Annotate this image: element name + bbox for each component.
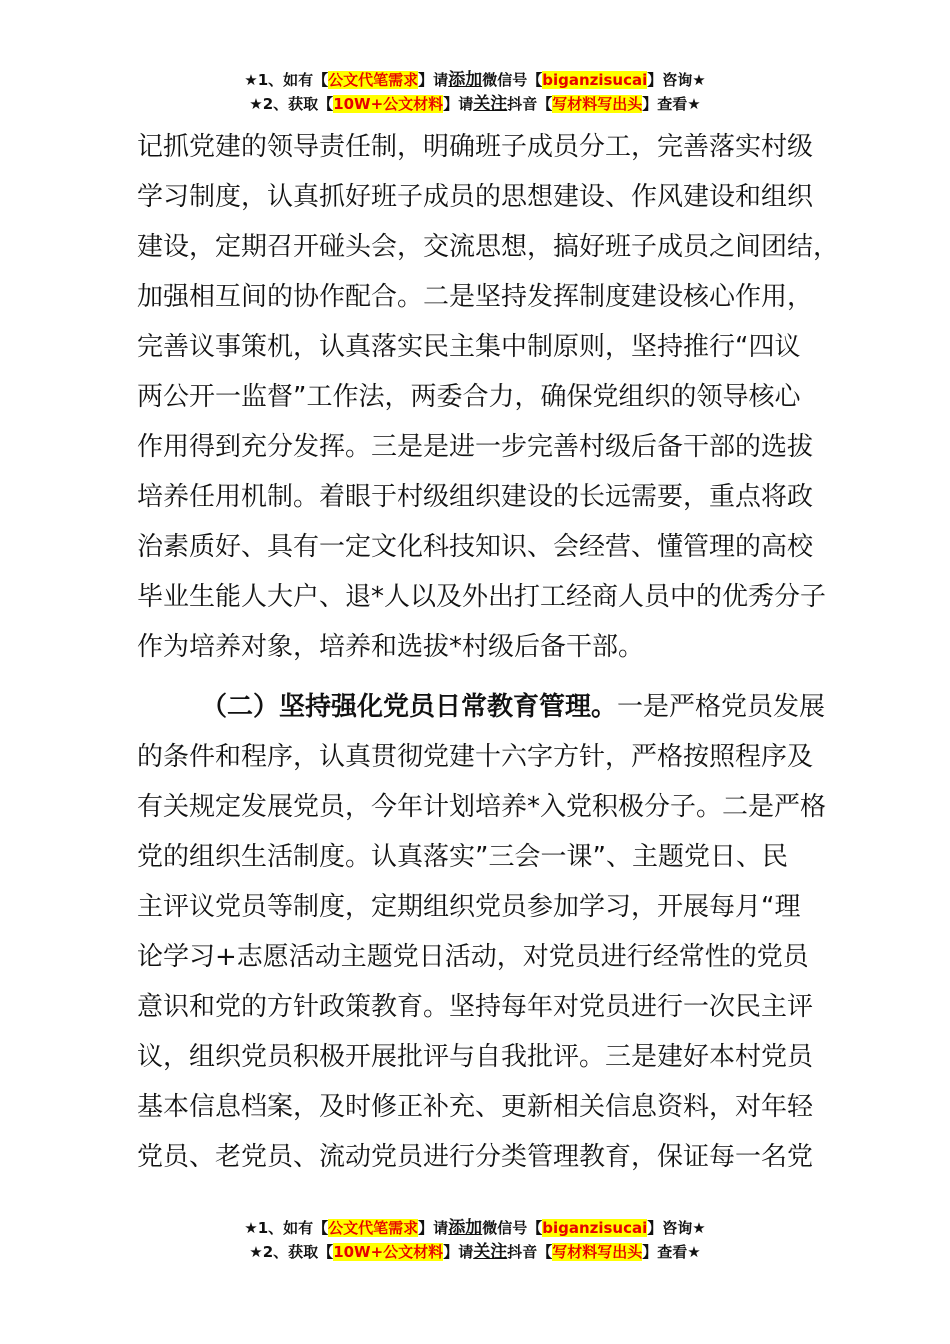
paragraph-2 — [137, 682, 827, 1182]
body-line: 有关规定发展党员，今年计划培养*入党积极分子。二是严格 — [137, 792, 827, 822]
body-line: 毕业生能人大户、退*人以及外出打工经商人员中的优秀分子 — [137, 582, 827, 612]
body-line: 基本信息档案，及时修正补充、更新相关信息资料，对年轻 — [137, 1092, 814, 1122]
section-heading: （二）坚持强化党员日常教育管理。 — [201, 692, 618, 722]
body-line: 建设，定期召开碰头会，交流思想，搞好班子成员之间团结， — [137, 232, 840, 262]
wechat-id-highlight: biganzisucai — [542, 1219, 648, 1237]
body-line-first — [137, 682, 827, 732]
body-line: 主评议党员等制度，定期组织党员参加学习，开展每月“理 — [137, 892, 801, 922]
header-line-1-suffix: 】咨询★ — [647, 71, 706, 89]
footer-line-1-please: 】请 — [418, 1219, 449, 1237]
body-line: 意识和党的方针政策教育。坚持每年对党员进行一次民主评 — [137, 992, 814, 1022]
body-line: 作为培养对象，培养和选拔*村级后备干部。 — [137, 632, 645, 662]
body-line: 治素质好、具有一定文化科技知识、会经营、懂管理的高校 — [137, 532, 814, 562]
footer-line-2-douyin-label: 抖音【 — [507, 1243, 553, 1261]
body-line: 记抓党建的领导责任制，明确班子成员分工，完善落实村级 — [137, 132, 814, 162]
header-line-2-please: 】请 — [443, 95, 474, 113]
follow-emphasis: 关注 — [473, 94, 508, 114]
header-line-2-prefix: ★2、获取【 — [249, 95, 334, 113]
header-line-1-wechat-label: 微信号【 — [482, 71, 543, 89]
header-line-2-douyin-label: 抖音【 — [507, 95, 553, 113]
document-body — [137, 122, 840, 1182]
follow-emphasis: 关注 — [473, 1242, 508, 1262]
footer-line-2-prefix: ★2、获取【 — [249, 1243, 334, 1261]
header-line-2 — [0, 92, 950, 116]
wechat-id-highlight: biganzisucai — [542, 71, 648, 89]
materials-highlight: 10W+公文材料 — [333, 1243, 444, 1261]
footer-banner — [0, 1216, 950, 1264]
header-line-1-please: 】请 — [418, 71, 449, 89]
body-line: 培养任用机制。着眼于村级组织建设的长远需要，重点将政 — [137, 482, 814, 512]
add-emphasis: 添加 — [448, 70, 483, 90]
materials-highlight: 10W+公文材料 — [333, 95, 444, 113]
body-line: 党的组织生活制度。认真落实”三会一课”、主题党日、民 — [137, 842, 788, 872]
body-line: 论学习+志愿活动主题党日活动，对党员进行经常性的党员 — [137, 942, 809, 972]
footer-line-1-prefix: ★1、如有【 — [244, 1219, 329, 1237]
body-line: 的条件和程序，认真贯彻党建十六字方针，严格按照程序及 — [137, 742, 814, 772]
header-line-1-prefix: ★1、如有【 — [244, 71, 329, 89]
douyin-account-highlight: 写材料写出头 — [552, 1243, 643, 1261]
header-line-1 — [0, 68, 950, 92]
footer-line-2 — [0, 1240, 950, 1264]
body-line: 学习制度，认真抓好班子成员的思想建设、作风建设和组织 — [137, 182, 814, 212]
body-line: 加强相互间的协作配合。二是坚持发挥制度建设核心作用， — [137, 282, 814, 312]
body-line: 党员、老党员、流动党员进行分类管理教育，保证每一名党 — [137, 1142, 814, 1172]
body-line-first-rest: 一是严格党员发展 — [617, 692, 826, 722]
footer-line-1 — [0, 1216, 950, 1240]
footer-line-2-please: 】请 — [443, 1243, 474, 1261]
footer-line-1-wechat-label: 微信号【 — [482, 1219, 543, 1237]
header-line-2-suffix: 】查看★ — [642, 95, 701, 113]
paragraph-1 — [137, 122, 840, 672]
header-banner — [0, 68, 950, 116]
paragraph-spacer — [137, 672, 827, 682]
body-line: 两公开一监督”工作法，两委合力，确保党组织的领导核心 — [137, 382, 801, 412]
body-line: 作用得到充分发挥。三是是进一步完善村级后备干部的选拔 — [137, 432, 814, 462]
body-line: 完善议事策机，认真落实民主集中制原则，坚持推行“四议 — [137, 332, 801, 362]
footer-line-1-suffix: 】咨询★ — [647, 1219, 706, 1237]
ghostwriting-highlight: 公文代笔需求 — [328, 1219, 419, 1237]
ghostwriting-highlight: 公文代笔需求 — [328, 71, 419, 89]
douyin-account-highlight: 写材料写出头 — [552, 95, 643, 113]
footer-line-2-suffix: 】查看★ — [642, 1243, 701, 1261]
body-line: 议，组织党员积极开展批评与自我批评。三是建好本村党员 — [137, 1042, 814, 1072]
add-emphasis: 添加 — [448, 1218, 483, 1238]
